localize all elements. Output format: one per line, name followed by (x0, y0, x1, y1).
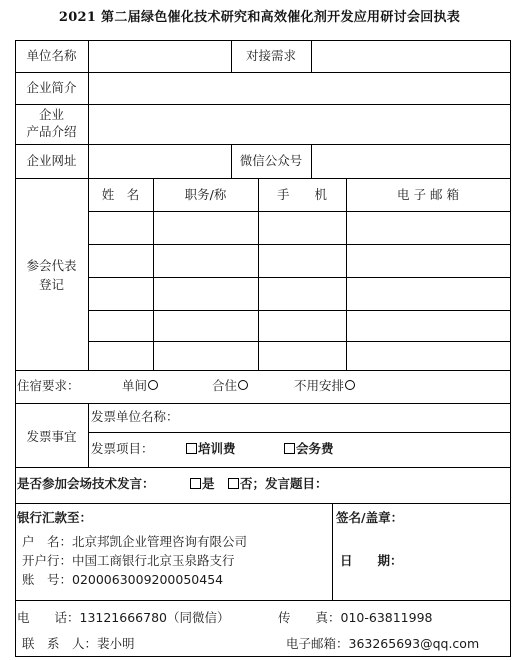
docking-needs-label: 对接需求 (245, 48, 296, 63)
option-label: 合住 (212, 378, 238, 393)
radio-circle-icon[interactable] (345, 380, 355, 390)
row-line (88, 341, 511, 342)
column-header-name: 姓 名 (101, 187, 140, 202)
row-line (88, 277, 511, 278)
col-line (332, 503, 333, 600)
radio-circle-icon[interactable] (238, 380, 248, 390)
signature-label: 签名/盖章： (336, 510, 404, 525)
row-line (15, 467, 511, 468)
checkbox-icon[interactable] (228, 478, 239, 489)
border-line (510, 40, 511, 657)
contact-email[interactable]: 电子邮箱：363265693@qq.com (286, 636, 480, 651)
contact-person: 联 系 人：裴小明 (22, 636, 135, 651)
docking-needs-field[interactable] (312, 41, 510, 72)
lodging-option-none[interactable] (294, 378, 355, 394)
row-line (88, 432, 511, 433)
website-label: 企业网址 (26, 153, 77, 168)
border-line (15, 656, 511, 657)
lodging-option-shared[interactable] (212, 378, 248, 394)
invoice-item-conference[interactable] (284, 441, 334, 457)
invoice-unit-label: 发票单位名称： (91, 409, 179, 424)
attendees-label-line1: 参会代表 (26, 258, 77, 273)
invoice-item-training[interactable] (186, 441, 236, 457)
checkbox-icon[interactable] (186, 443, 197, 454)
product-intro-label-line2: 产品介绍 (26, 124, 77, 139)
col-line (346, 178, 347, 370)
option-label: 不用安排 (294, 378, 345, 393)
item-label: 培训费 (198, 441, 236, 456)
bank-account-name: 户 名：北京邦凯企业管理咨询有限公司 (22, 534, 248, 549)
yes-label: 是 (202, 476, 215, 491)
checkbox-icon[interactable] (190, 478, 201, 489)
radio-circle-icon[interactable] (148, 380, 158, 390)
invoice-label: 发票事宜 (26, 429, 77, 444)
contact-phone: 电 话：13121666780（同微信） (17, 610, 230, 625)
page-title: 2021 第二届绿色催化技术研究和高效催化剂开发应用研讨会回执表 (58, 10, 461, 25)
col-line (88, 403, 89, 467)
row-line (15, 503, 511, 504)
bank-heading: 银行汇款至： (17, 510, 93, 525)
lodging-option-single[interactable] (122, 378, 158, 394)
website-field[interactable] (89, 145, 231, 178)
column-header-email: 电 子 邮 箱 (397, 187, 459, 202)
invoice-item-label: 发票项目： (91, 441, 154, 456)
option-label: 单间 (122, 378, 148, 393)
date-label: 日 期： (340, 553, 403, 568)
attendees-label-line2: 登记 (38, 277, 64, 292)
unit-name-field[interactable] (89, 41, 231, 72)
wechat-account-field[interactable] (312, 145, 510, 178)
row-line (88, 244, 511, 245)
contact-fax: 传 真：010-63811998 (278, 610, 433, 625)
column-header-position: 职务/称 (184, 187, 227, 202)
row-line (88, 310, 511, 311)
row-line (15, 600, 511, 601)
checkbox-icon[interactable] (284, 443, 295, 454)
company-intro-label: 企业简介 (26, 80, 77, 95)
invoice-unit-field[interactable] (190, 404, 510, 432)
company-intro-field[interactable] (89, 73, 510, 104)
col-line (153, 178, 154, 370)
product-intro-field[interactable] (89, 105, 510, 144)
product-intro-label-line1: 企业 (38, 107, 64, 122)
row-line (88, 211, 511, 212)
row-line (15, 178, 511, 179)
bank-account-number: 账 号：0200063009200050454 (22, 572, 224, 587)
item-label: 会务费 (296, 441, 334, 456)
col-line (258, 178, 259, 370)
row-line (15, 370, 511, 371)
column-header-phone: 手 机 (276, 187, 327, 202)
speech-question: 是否参加会场技术发言： (17, 476, 155, 491)
speech-yes-option[interactable] (190, 476, 215, 492)
unit-name-label: 单位名称 (26, 48, 77, 63)
col-line (88, 178, 89, 370)
bank-branch: 开户行：中国工商银行北京玉泉路支行 (22, 553, 235, 568)
wechat-account-label: 微信公众号 (239, 153, 303, 168)
no-label: 否；发言题目： (240, 476, 328, 491)
speech-no-option[interactable] (228, 476, 328, 492)
lodging-label: 住宿要求： (17, 378, 80, 393)
